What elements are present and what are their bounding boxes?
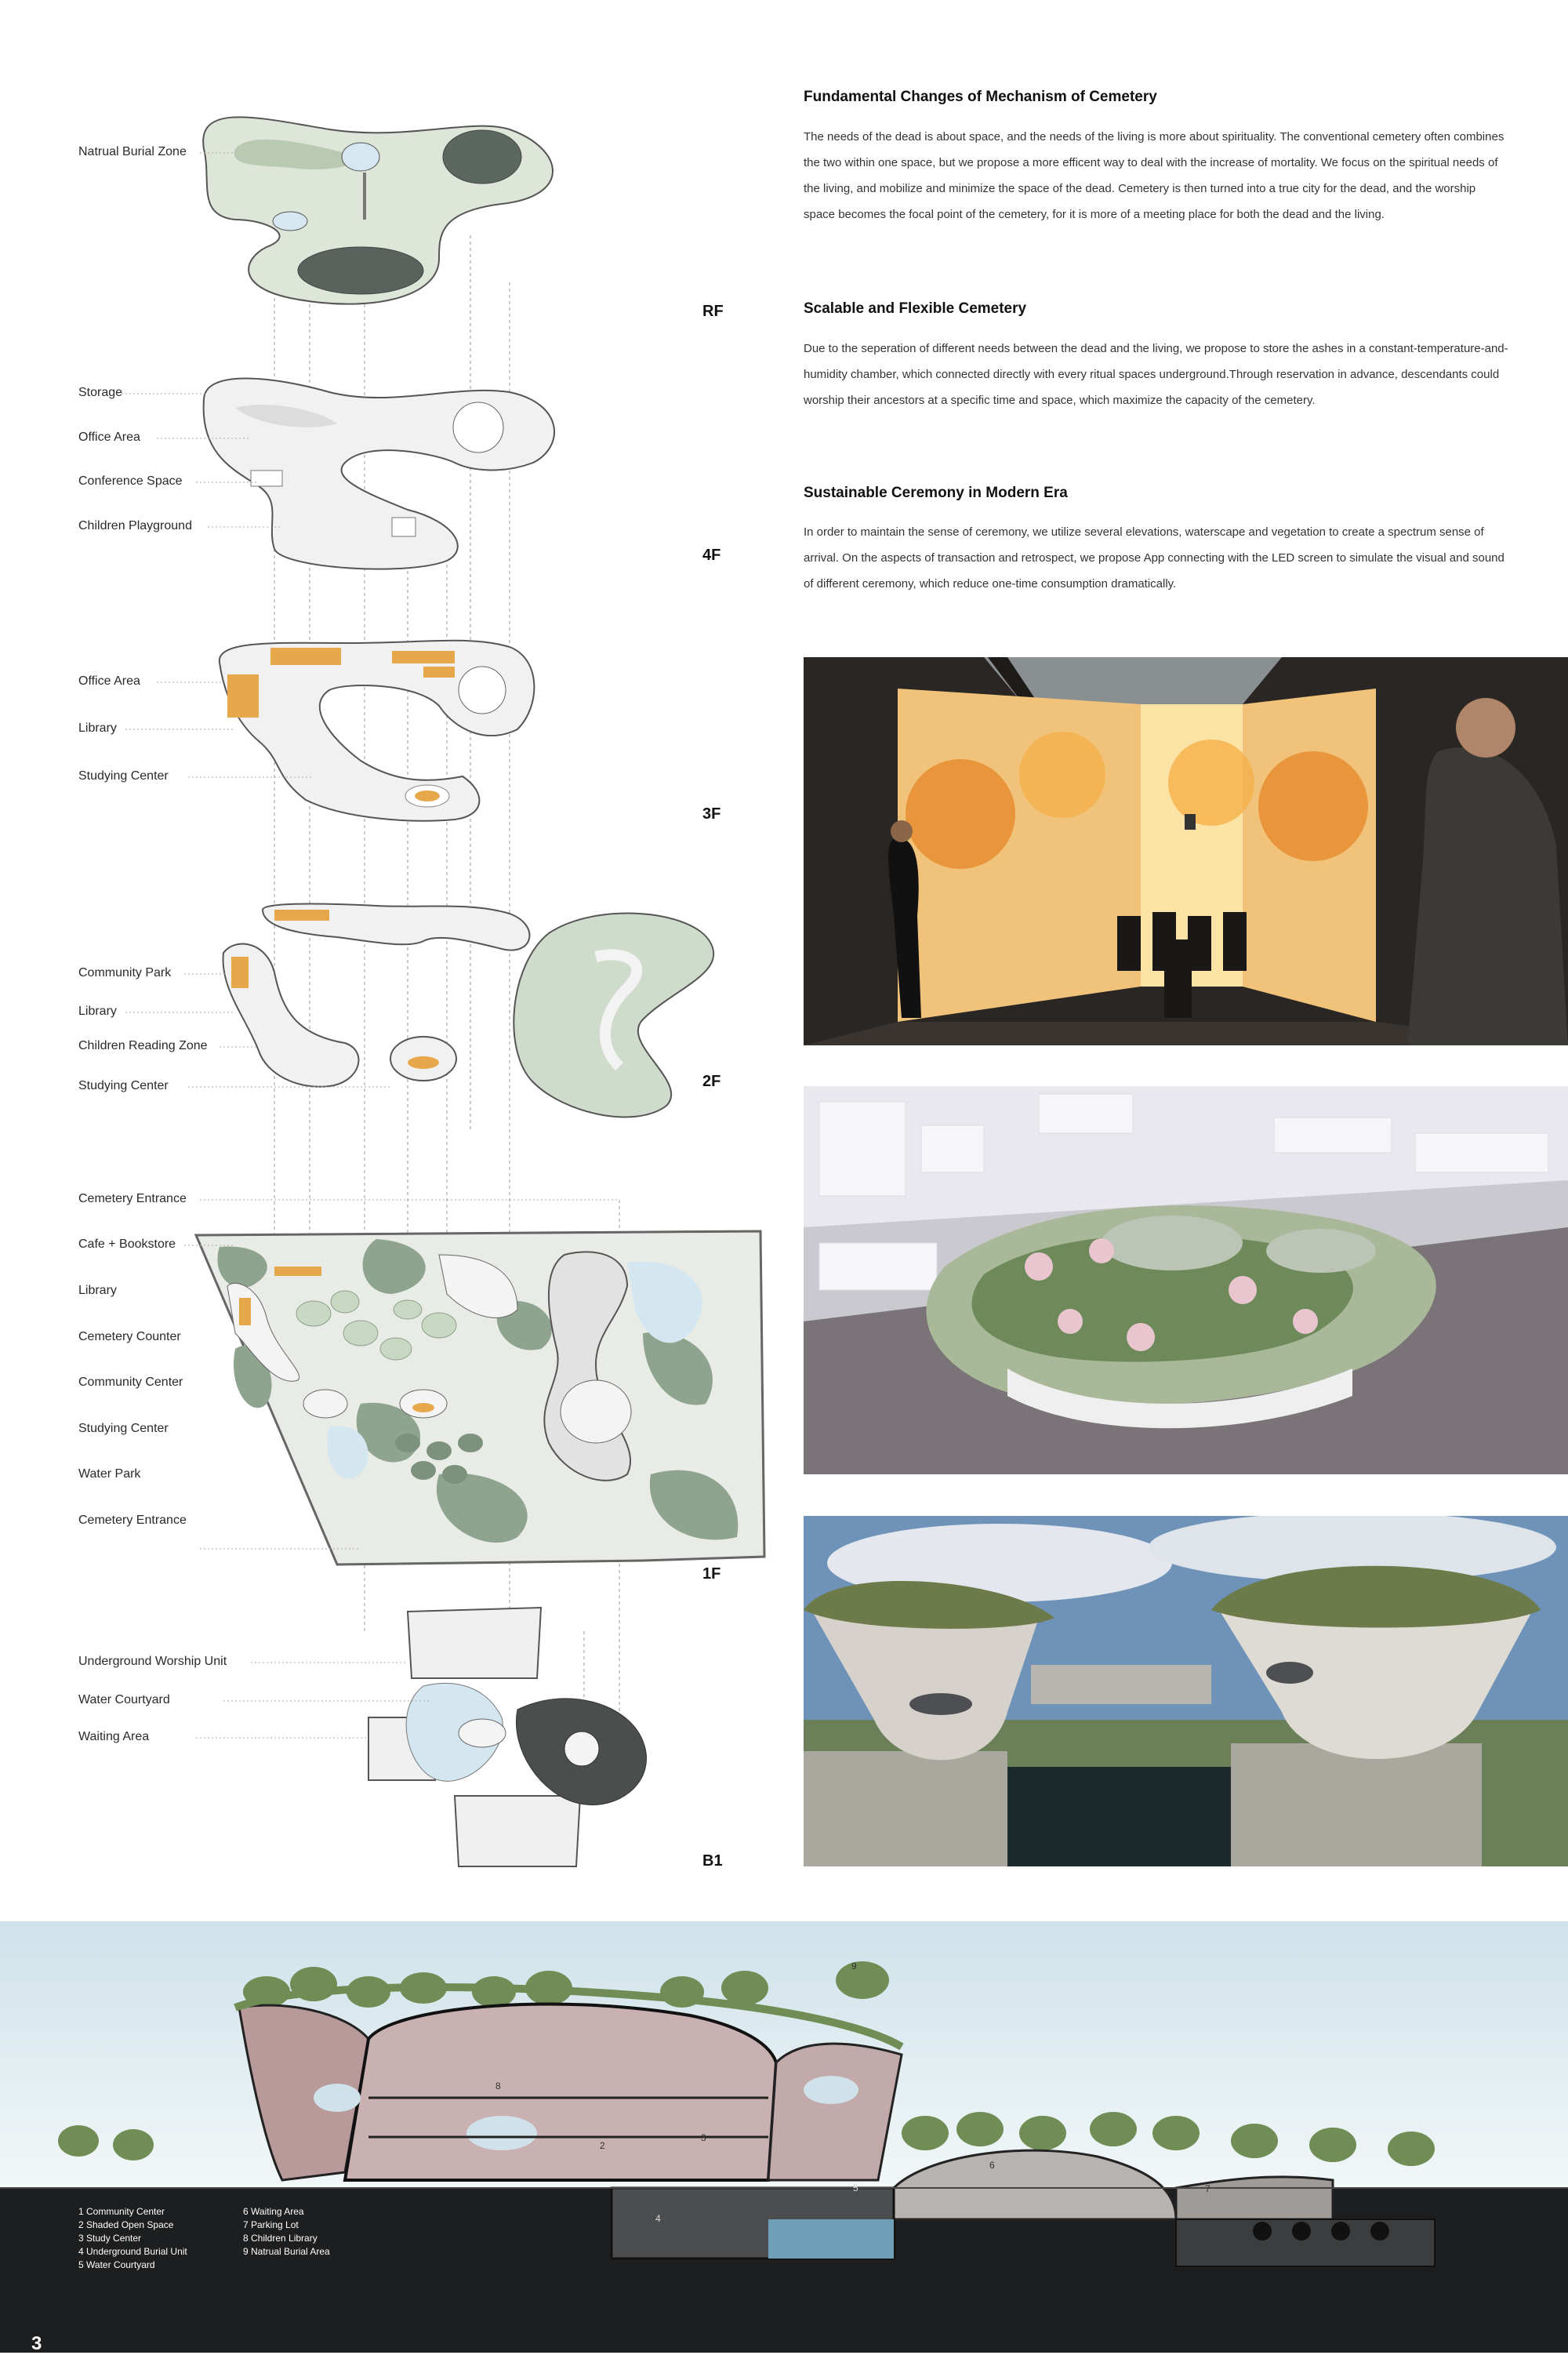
- legend-item: 5 Water Courtyard: [78, 2259, 155, 2270]
- label-office-area-3f: Office Area: [78, 674, 140, 688]
- label-storage: Storage: [78, 386, 123, 399]
- floor-tag-3f: 3F: [702, 805, 721, 823]
- rendering-water-courtyard: [804, 1516, 1568, 1866]
- legend-item: 9 Natrual Burial Area: [243, 2246, 330, 2257]
- section-legend-column-2: [243, 2205, 330, 2259]
- first-floor-plan: [196, 1231, 764, 1565]
- section-number-8: 8: [495, 2081, 501, 2092]
- label-underground-worship-unit: Underground Worship Unit: [78, 1655, 227, 1668]
- label-waiting-area: Waiting Area: [78, 1730, 150, 1743]
- basement-floor-plan: [368, 1608, 647, 1866]
- floor-tag-2f: 2F: [702, 1073, 721, 1090]
- fourth-floor-plan: [204, 379, 554, 569]
- section-legend-column-1: [78, 2205, 187, 2272]
- rendering-aerial-view: [804, 1086, 1568, 1474]
- label-cemetery-counter: Cemetery Counter: [78, 1330, 181, 1343]
- paragraph-sustainable-ceremony: In order to maintain the sense of ceremony, we utilize several elevations, waterscape and vegetation to create a spectrum sense of arrival. On the aspects of transaction and retrospect, we propose App connecting with the LED screen to simulate the visual and sound of different ceremony, which reduce one-time consumption dramatically.: [804, 525, 1504, 591]
- label-children-playground: Children Playground: [78, 519, 192, 532]
- label-studying-center-3f: Studying Center: [78, 769, 169, 783]
- roof-floor-plan: [203, 117, 553, 303]
- building-section-drawing: [0, 1921, 1568, 2353]
- label-studying-center-2f: Studying Center: [78, 1079, 169, 1092]
- label-community-center: Community Center: [78, 1376, 183, 1389]
- label-natural-burial-zone: Natrual Burial Zone: [78, 145, 187, 158]
- legend-item: 3 Study Center: [78, 2233, 142, 2244]
- label-conference-space: Conference Space: [78, 474, 183, 488]
- section-number-6: 6: [989, 2160, 995, 2171]
- label-library-2f: Library: [78, 1005, 117, 1018]
- label-office-area-4f: Office Area: [78, 431, 140, 444]
- paragraph-fundamental-changes: The needs of the dead is about space, and the needs of the living is more about spirituality. The conventional cemetery often combines the two within one space, but we propose a more efficent way to deal with the increase of mortality. We focus on the spiritual needs of the living, and mobilize and minimize the space of the dead. Cemetery is then turned into a true city for the dead, and the worship space becomes the focal point of the cemetery, for it is more of a meeting place for both the dead and the living.: [804, 130, 1504, 221]
- section-number-5: 5: [853, 2182, 858, 2193]
- floor-tag-4f: 4F: [702, 547, 721, 564]
- heading-sustainable-ceremony: Sustainable Ceremony in Modern Era: [804, 485, 1068, 501]
- floor-tag-1f: 1F: [702, 1565, 721, 1583]
- second-floor-plan: [223, 904, 714, 1118]
- section-number-7: 7: [1205, 2183, 1210, 2194]
- third-floor-plan: [220, 641, 535, 821]
- label-library-3f: Library: [78, 721, 117, 735]
- rendering-worship-room: [804, 657, 1568, 1045]
- exploded-axonometric-diagram: [0, 0, 784, 1913]
- label-water-park: Water Park: [78, 1467, 141, 1481]
- heading-scalable-cemetery: Scalable and Flexible Cemetery: [804, 300, 1027, 317]
- legend-item: 8 Children Library: [243, 2233, 318, 2244]
- legend-item: 2 Shaded Open Space: [78, 2219, 174, 2230]
- label-cafe-bookstore: Cafe + Bookstore: [78, 1237, 176, 1251]
- label-library-1f: Library: [78, 1284, 117, 1297]
- floor-tag-rf: RF: [702, 303, 724, 320]
- label-cemetery-entrance-top: Cemetery Entrance: [78, 1192, 187, 1205]
- label-community-park: Community Park: [78, 966, 172, 979]
- heading-fundamental-changes: Fundamental Changes of Mechanism of Cemetery: [804, 89, 1157, 105]
- section-number-3: 3: [701, 2132, 706, 2143]
- legend-item: 4 Underground Burial Unit: [78, 2246, 187, 2257]
- label-studying-center-1f: Studying Center: [78, 1422, 169, 1435]
- legend-item: 6 Waiting Area: [243, 2206, 304, 2217]
- legend-item: 1 Community Center: [78, 2206, 165, 2217]
- label-water-courtyard: Water Courtyard: [78, 1693, 170, 1706]
- section-number-4: 4: [655, 2213, 661, 2224]
- section-number-2: 2: [600, 2140, 605, 2151]
- section-number-9: 9: [851, 1961, 857, 1972]
- legend-item: 7 Parking Lot: [243, 2219, 299, 2230]
- label-cemetery-entrance-bottom: Cemetery Entrance: [78, 1514, 187, 1527]
- page-number: 3: [31, 2333, 42, 2354]
- label-children-reading-zone: Children Reading Zone: [78, 1039, 208, 1052]
- paragraph-scalable-cemetery: Due to the seperation of different needs between the dead and the living, we propose to store the ashes in a constant-temperature-and-humidity chamber, which connected directly with every ritual spaces underground.Through reservation in advance, descendants could worship their ancestors at a specific time and space, which maximize the capacity of the cemetery.: [804, 342, 1508, 407]
- floor-tag-b1: B1: [702, 1852, 723, 1870]
